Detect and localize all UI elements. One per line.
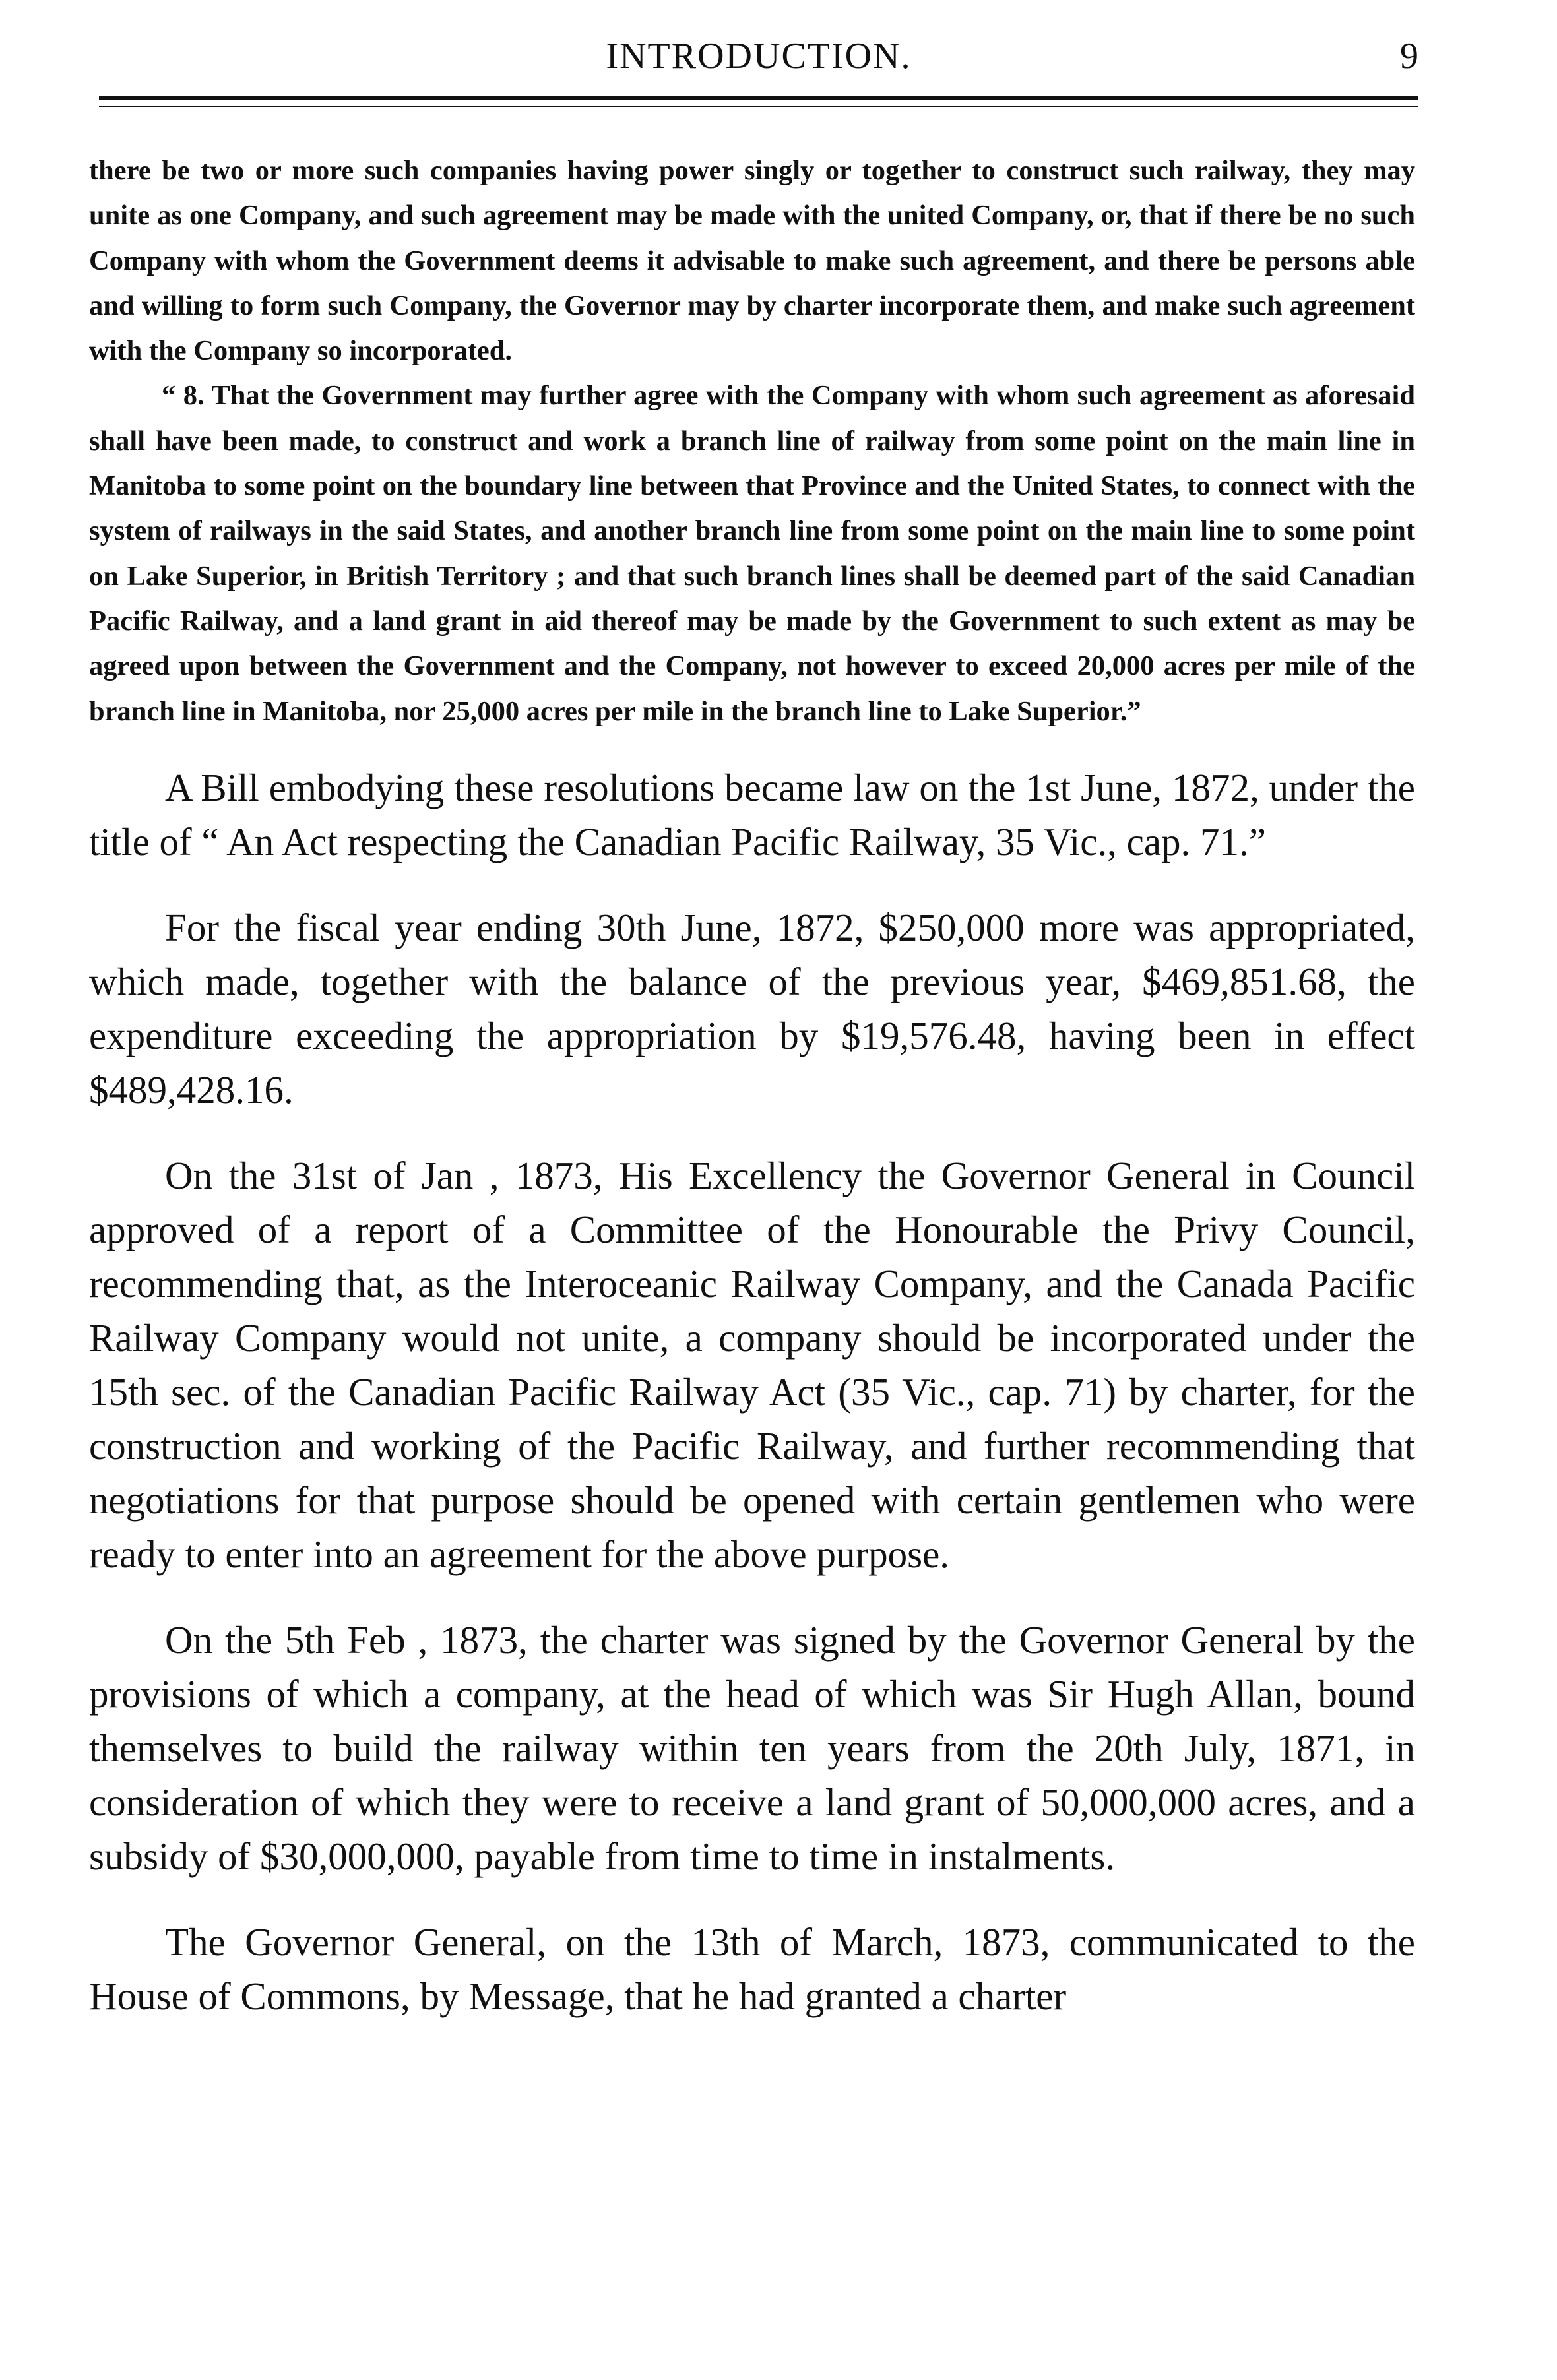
- page-header: [99, 26, 1418, 86]
- running-head: INTRODUCTION.: [606, 36, 912, 77]
- paragraph-charter-signed: On the 5th Feb , 1873, the charter was signed by the Governor General by the provisions of which a company, at the head of which was Sir Hugh Allan, bound themselves to build the railway within ten years from the 20th July, 1871, in consideration of which they were to receive a land grant of 50,000,000 acres, and a subsidy of $30,000,000, payable from time to time in instalments.: [89, 1617, 1415, 1878]
- body-text: [89, 148, 1415, 2055]
- quote-continued-paragraph: there be two or more such companies having power singly or together to construct such railway, they may unite as one Company, and such agreement may be made with the united Company, or, that if there be no such Company with whom the Government deems it advisable to make such agreement, and there be persons able and willing to form such Company, the Governor may by charter incorporate them, and make such agreement with the Company so incorporated.: [89, 155, 1415, 367]
- header-rule-thin: [99, 106, 1418, 107]
- header-rule-thick: [99, 96, 1418, 100]
- paragraph-council-report: On the 31st of Jan , 1873, His Excellency the Governor General in Council approved of a report of a Committee of the Honourable the Privy Council, recommending that, as the Interoceanic Railway Company, and the Canada Pacific Railway Company would not unite, a company should be incorporated under the 15th sec. of the Canadian Pacific Railway Act (35 Vic., cap. 71) by charter, for the construction and working of the Pacific Railway, and further recommending that negotiations for that purpose should be opened with certain gentlemen who were ready to enter into an agreement for the above purpose.: [89, 1153, 1415, 1576]
- quote-clause-8: “ 8. That the Government may further agree with the Company with whom such agreement as aforesaid shall have been made, to construct and work a branch line of railway from some point on the main line in Manitoba to some point on the boundary line between that Province and the United States, to connect with the system of railways in the said States, and another branch line from some point on the main line to some point on Lake Superior, in British Territory ; and that such branch lines shall be deemed part of the said Canadian Pacific Railway, and a land grant in aid thereof may be made by the Government to such extent as may be agreed upon between the Government and the Company, not however to exceed 20,000 acres per mile of the branch line in Manitoba, nor 25,000 acres per mile in the branch line to Lake Superior.”: [89, 380, 1415, 727]
- quoted-resolutions: [89, 148, 1415, 734]
- paragraph-fiscal-year: For the fiscal year ending 30th June, 1872, $250,000 more was appropriated, which made, together with the balance of the previous year, $469,851.68, the expenditure exceeding the appropriation by $19,576.48, having been in effect $489,428.16.: [89, 905, 1415, 1112]
- paragraph-governor-message: The Governor General, on the 13th of March, 1873, communicated to the House of Commons, by Message, that he had granted a charter: [89, 1920, 1415, 2018]
- paragraph-bill-law: A Bill embodying these resolutions became law on the 1st June, 1872, under the title of “ An Act respecting the Canadian Pacific Railway, 35 Vic., cap. 71.”: [89, 765, 1415, 863]
- page-number: 9: [1400, 36, 1418, 77]
